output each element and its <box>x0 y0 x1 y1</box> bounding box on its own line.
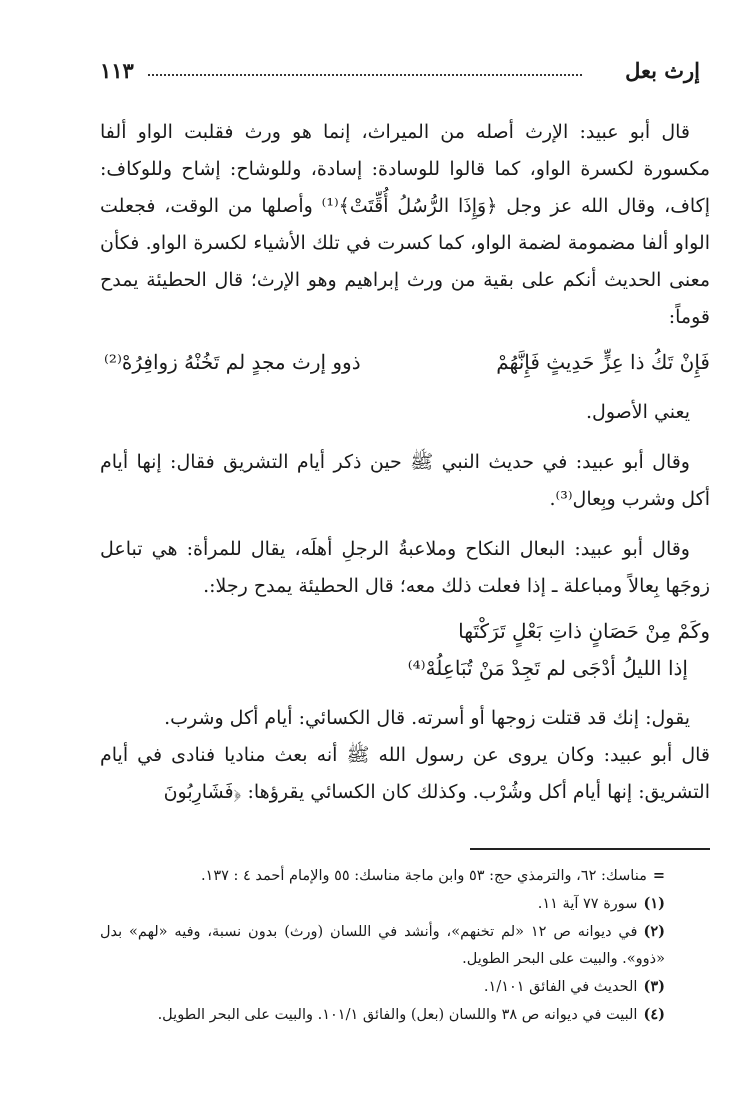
footnote <box>100 862 665 890</box>
paragraph-irth: قال أبو عبيد: الإرث أصله من الميراث، إنما هو ورث فقلبت الواو ألفا مكسورة لكسرة الواو، كما قالوا للوسادة: إسادة، وللوشاح: إشاح وللوكاف: إكاف، وقال الله عز وجل ﴿وَإِذَا الرُّسُلُ أُقِّتَتْ﴾⁽¹⁾ وأصلها من الوقت، فجعلت الواو ألفا مضمومة لضمة الواو، كما كسرت في تلك الأشياء لكسرة الواو. فكأن معنى الحديث أنكم على بقية من ورث إبراهيم وهو الإرث؛ قال الحطيئة يمدح قوماً: <box>100 121 711 328</box>
footnote-number: (٢) <box>643 923 665 940</box>
footnote <box>100 1001 665 1029</box>
footnote <box>100 973 665 1001</box>
paragraph-biaal: وقال أبو عبيد: البعال النكاح وملاعبةُ الرجلِ أهلَه، يقال للمرأة: هي تباعل زوجَها بِعالاً ومباعلة ـ إذا فعلت ذلك معه؛ قال الحطيئة يمدح رجلا:. <box>100 538 710 597</box>
footnote-text: مناسك: ٦٢، والترمذي حج: ٥٣ وابن ماجة مناسك: ٥٥ والإمام أحمد ٤ : ١٣٧. <box>200 868 647 884</box>
paragraph-hadith: وقال أبو عبيد: في حديث النبي ﷺ حين ذكر أيام التشريق فقال: إنها أيام أكل وشرب وبِعال⁽³⁾. <box>100 451 710 510</box>
verse-first-hemistich: وكَمْ مِنْ حَصَانٍ ذاتِ بَعْلٍ تَرَكْتَها <box>458 619 710 643</box>
verse-hutaya-1 <box>100 344 710 381</box>
footnote-number: = <box>652 867 665 884</box>
page-header <box>100 58 700 88</box>
verse-first-hemistich: فَإِنْ تَكُ ذا عِزٍّ حَدِيثٍ فَإِنَّهُمْ <box>496 350 710 374</box>
footnote <box>100 890 665 918</box>
paragraph-kisai: يقول: إنك قد قتلت زوجها أو أسرته. قال الكسائي: أيام أكل وشرب. <box>164 707 690 729</box>
verse-hutaya-2 <box>100 613 710 687</box>
footnote-separator <box>470 848 710 850</box>
main-text <box>100 114 710 811</box>
footnote-text: في ديوانه ص ١٢ «لم تخنهم»، وأنشد في اللسان (ورث) بدون نسبة، وفيه «لهم» بدل «ذوو». والبيت على البحر الطويل. <box>100 924 665 967</box>
footnotes <box>100 862 665 1029</box>
footnote <box>100 918 665 973</box>
footnote-number: (٤) <box>643 1006 665 1023</box>
paragraph-meaning: يعني الأصول. <box>586 401 690 423</box>
verse-second-hemistich: إذا الليلُ أدْجَى لم تَجِدْ مَنْ تُبَاعِلُهْ⁽⁴⁾ <box>407 656 688 680</box>
footnote-text: الحديث في الفائق ١/١٠١. <box>483 979 638 995</box>
footnote-number: (١) <box>643 895 665 912</box>
paragraph-tashriq: قال أبو عبيد: وكان يروى عن رسول الله ﷺ أنه بعث مناديا فنادى في أيام التشريق: إنها أيام أكل وشُرْب. وكذلك كان الكسائي يقرؤها: ﴿فَشَارِبُونَ <box>100 744 710 803</box>
footnote-text: سورة ٧٧ آية ١١. <box>537 896 638 912</box>
footnote-number: (٣) <box>643 978 665 995</box>
footnote-text: البيت في ديوانه ص ٣٨ واللسان (بعل) والفائق ١٠١/١. والبيت على البحر الطويل. <box>157 1007 638 1023</box>
page-number: ١١٣ <box>100 58 134 83</box>
header-dotted-rule <box>148 74 582 76</box>
running-title: إرث بعل <box>625 58 700 83</box>
verse-second-hemistich: ذوو إرث مجدٍ لم تَخُنْهُ زوافِرُهْ⁽²⁾ <box>104 350 361 374</box>
